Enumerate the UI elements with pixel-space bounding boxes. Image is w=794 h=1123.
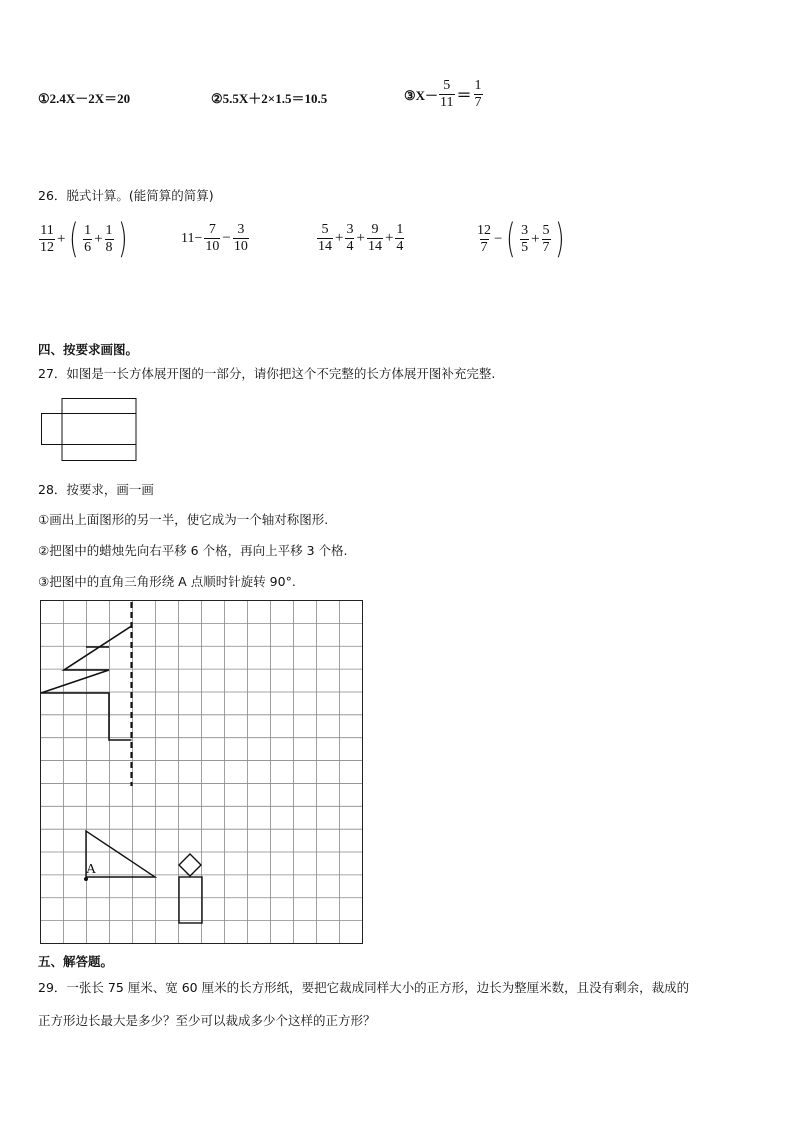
equals-sign: ＝ bbox=[456, 88, 472, 104]
denominator: 11 bbox=[440, 95, 454, 110]
plus-sign: + bbox=[384, 230, 394, 246]
point-a-marker bbox=[84, 877, 88, 881]
left-paren: ( bbox=[69, 216, 79, 262]
numerator: 5 bbox=[443, 78, 451, 93]
minus-sign: − bbox=[222, 230, 231, 246]
question-28-step-2: ②把图中的蜡烛先向右平移 6 个格，再向上平移 3 个格. bbox=[38, 543, 348, 558]
question-27-text: 27．如图是一长方体展开图的一部分，请你把这个不完整的长方体展开图补充完整. bbox=[38, 366, 496, 381]
question-29-line-2: 正方形边长最大是多少？至少可以裁成多少个这样的正方形？ bbox=[38, 1013, 376, 1028]
equation-1: ①2.4X－2X＝20 bbox=[38, 91, 131, 106]
right-paren: ) bbox=[554, 216, 565, 262]
equation-3-prefix: ③X－ bbox=[404, 88, 439, 103]
fraction: $\frac{1}{8}$ bbox=[105, 222, 113, 255]
plus-sign: + bbox=[531, 230, 540, 247]
question-26-title: 26．脱式计算。(能简算的简算) bbox=[38, 188, 214, 203]
fraction: $\frac{1}{6}$ bbox=[84, 222, 92, 255]
plus-sign: + bbox=[94, 230, 103, 247]
fraction: $\frac{12}{7}$ bbox=[477, 222, 491, 255]
denominator: 7 bbox=[474, 95, 482, 110]
point-a-label: A bbox=[86, 862, 97, 877]
left-paren: ( bbox=[506, 216, 516, 262]
question-28-step-3: ③把图中的直角三角形绕 A 点顺时针旋转 90°. bbox=[38, 574, 296, 589]
fraction: $\frac{9}{14}$ bbox=[367, 222, 382, 254]
fraction: $\frac{3}{5}$ bbox=[521, 222, 529, 255]
right-triangle bbox=[86, 831, 155, 877]
candle-flame bbox=[179, 854, 201, 876]
equation-2: ②5.5X＋2×1.5＝10.5 bbox=[211, 91, 328, 106]
section-4-heading: 四、按要求画图。 bbox=[38, 342, 139, 357]
fraction: $\frac{5}{7}$ bbox=[542, 222, 550, 255]
fraction: $\frac{3}{4}$ bbox=[346, 222, 354, 254]
plus-sign: + bbox=[57, 230, 66, 247]
plus-sign: + bbox=[335, 230, 344, 246]
fraction: $\frac{1}{4}$ bbox=[396, 222, 404, 254]
question-28-step-1: ①画出上面图形的另一半，使它成为一个轴对称图形. bbox=[38, 512, 329, 527]
numerator: 1 bbox=[474, 78, 482, 93]
fraction: $\frac{5}{14}$ bbox=[318, 222, 332, 254]
question-29-line-1: 29．一张长 75 厘米、宽 60 厘米的长方形纸，要把它裁成同样大小的正方形，边长为整厘米数，且没有剩余，裁成的 bbox=[38, 980, 690, 995]
fraction: $\frac{3}{10}$ bbox=[233, 222, 248, 254]
section-5-heading: 五、解答题。 bbox=[38, 954, 114, 969]
right-paren: ) bbox=[117, 216, 128, 262]
candle-body bbox=[179, 877, 202, 923]
question-28-title: 28．按要求，画一画 bbox=[38, 482, 154, 497]
fraction: $\frac{7}{10}$ bbox=[205, 222, 220, 254]
lead-term: 11− bbox=[181, 230, 203, 246]
fraction: $\frac{11}{12}$ bbox=[40, 222, 54, 255]
plus-sign: + bbox=[356, 230, 365, 246]
minus-sign: − bbox=[494, 230, 503, 247]
